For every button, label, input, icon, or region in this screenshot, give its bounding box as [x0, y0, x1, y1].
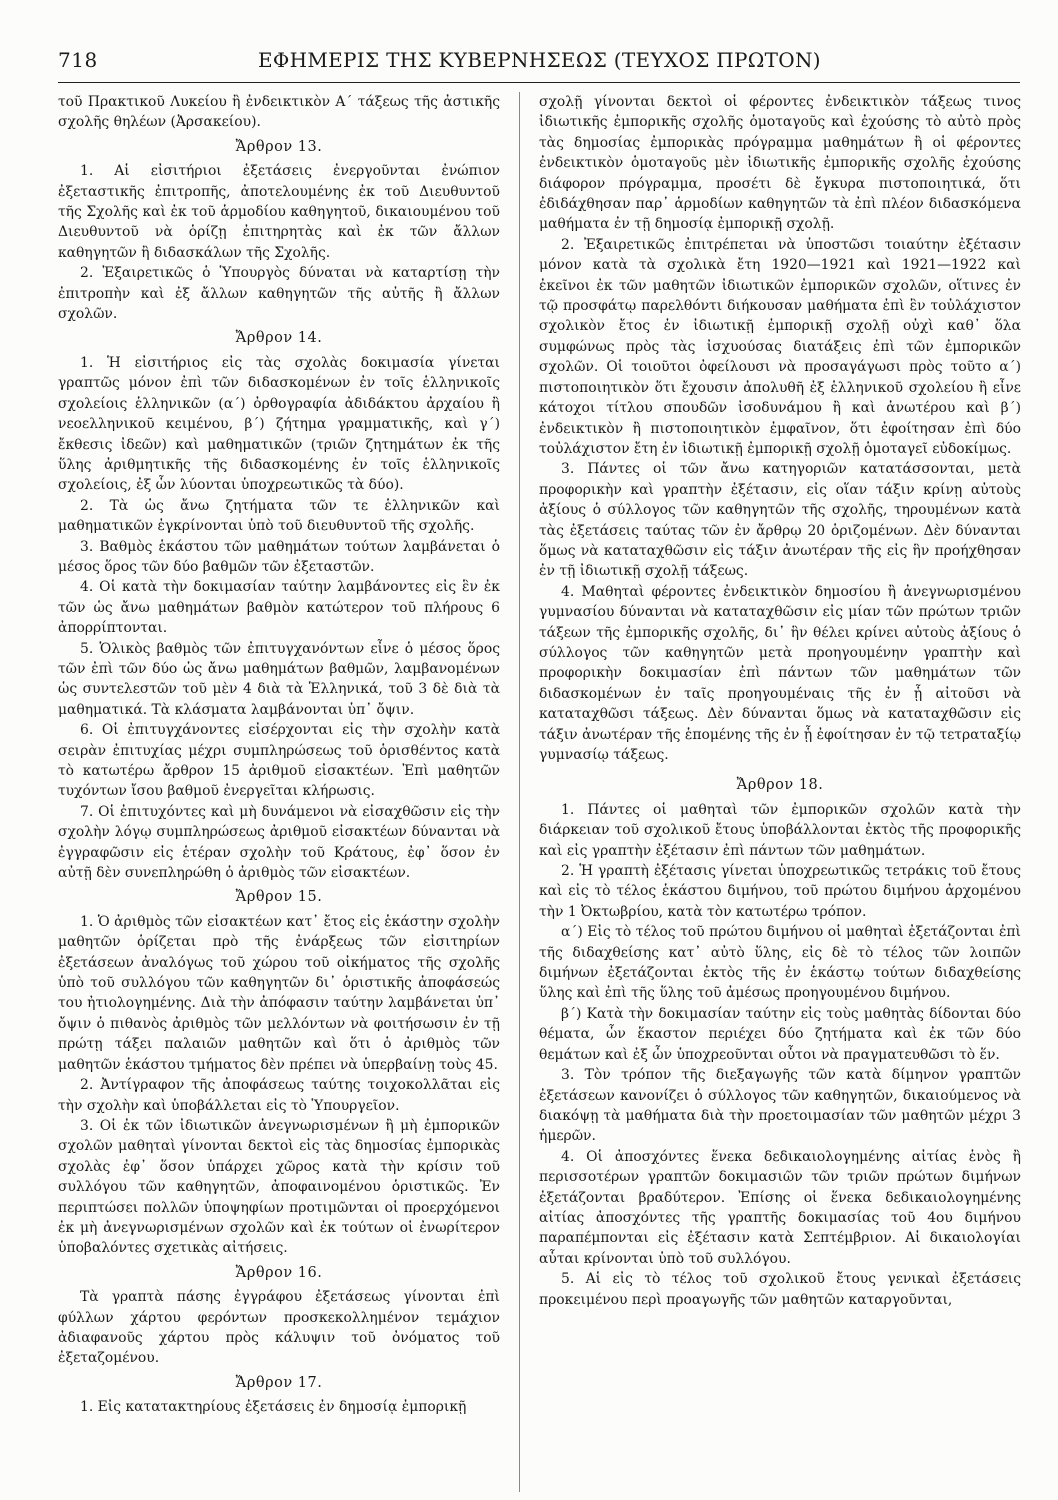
paragraph: 4. Οἱ ἀποσχόντες ἕνεκα δεδικαιολογημένης αἰτίας ἑνὸς ἢ περισσοτέρων γραπτῶν δοκιμασιῶν τῶν τριῶν πρώτων διμήνων ἐξετάζονται βραδύτερον. Ἐπίσης οἱ ἕνεκα δεδικαιολογημένης αἰτίας ἀποσχόντες τῆς γραπτῆς δοκιμασίας τοῦ 4ου διμήνου παραπέμπονται εἰς ἐξέτασιν κατὰ Σεπτέμβριον. Αἱ δικαιολογίαι αὗται κρίνονται ὑπὸ τοῦ συλλόγου. [539, 1148, 1021, 1267]
article-heading-14: Ἄρθρον 14. [235, 330, 323, 347]
spacer [539, 765, 1021, 771]
paragraph: 2. Ἀντίγραφον τῆς ἀποφάσεως ταύτης τοιχοκολλᾶται εἰς τὴν σχολὴν καὶ ὑποβάλλεται εἰς τὸ Ὑπουργεῖον. [58, 1077, 500, 1114]
gazette-title: ΕΦΗΜΕΡΙΣ ΤΗΣ ΚΥΒΕΡΝΗΣΕΩΣ (ΤΕΥΧΟΣ ΠΡΩΤΟΝ) [258, 48, 821, 72]
article-heading-15: Ἄρθρον 15. [235, 889, 323, 906]
paragraph: 3. Πάντες οἱ τῶν ἄνω κατηγοριῶν κατατάσσονται, μετὰ προφορικὴν καὶ γραπτὴν ἐξέτασιν, εἰς οἵαν τάξιν κρίνῃ αὐτοὺς ἀξίους ὁ σύλλογος τῶν καθηγητῶν τῆς σχολῆς, τηρουμένων κατὰ τὰς ἐξετάσεις ταύτας τῶν ἐν ἄρθρῳ 20 ὁριζομένων. Δὲν δύνανται ὅμως νὰ καταταχθῶσιν εἰς τάξιν ἀνωτέραν τῆς εἰς ἣν προήχθησαν ἐν τῇ ἰδιωτικῇ σχολῇ τάξεως. [539, 461, 1021, 580]
paragraph: 2. Ἐξαιρετικῶς ὁ Ὑπουργὸς δύναται νὰ καταρτίσῃ τὴν ἐπιτροπὴν καὶ ἐξ ἄλλων καθηγητῶν τῆς αὐτῆς ἢ ἄλλων σχολῶν. [58, 265, 500, 323]
article-heading-17: Ἄρθρον 17. [235, 1374, 323, 1391]
paragraph: 1. Πάντες οἱ μαθηταὶ τῶν ἐμπορικῶν σχολῶν κατὰ τὴν διάρκειαν τοῦ σχολικοῦ ἔτους ὑποβάλλονται ἐκτὸς τῆς προφορικῆς καὶ εἰς γραπτὴν ἐξέτασιν ἐπὶ πάντων τῶν μαθημάτων. [539, 801, 1021, 859]
column-divider [519, 92, 520, 1492]
paragraph: 2. Ἡ γραπτὴ ἐξέτασις γίνεται ὑποχρεωτικῶς τετράκις τοῦ ἔτους καὶ εἰς τὸ τέλος ἑκάστου διμήνου, τοῦ πρώτου διμήνου ἀρχομένου τὴν 1 Ὀκτωβρίου, κατὰ τὸν κατωτέρω τρόπον. [539, 863, 1021, 920]
paragraph: 1. Εἰς κατατακτηρίους ἐξετάσεις ἐν δημοσίᾳ ἐμπορικῇ [80, 1399, 467, 1416]
paragraph: 2. Ἐξαιρετικῶς ἐπιτρέπεται νὰ ὑποστῶσι τοιαύτην ἐξέτασιν μόνον κατὰ τὰ σχολικὰ ἔτη 1920—1921 καὶ 1921—1922 καὶ ἐκεῖνοι ἐκ τῶν μαθητῶν ἰδιωτικῶν ἐμπορικῶν σχολῶν, οἵτινες ἐν τῷ προσφάτῳ παρελθόντι διήκουσαν μαθήματα ἐπὶ ἓν τοὐλάχιστον σχολικὸν ἔτος ἐν ἰδιωτικῇ ἐμπορικῇ σχολῇ οὐχὶ καθ᾿ ὅλα συμφώνως πρὸς τὰς ἰσχυούσας διατάξεις ἐπὶ τῶν ἐμπορικῶν σχολῶν. Οἱ τοιοῦτοι ὀφείλουσι νὰ προσαγάγωσι πρὸς τοῦτο α΄) πιστοποιητικὸν ὅτι ἔχουσιν ἀπολυθῆ ἐξ ἑλληνικοῦ σχολείου ἢ εἶνε κάτοχοι τίτλου σπουδῶν ἰσοδυνάμου ἢ καὶ ἀνωτέρου καὶ β΄) ἐνδεικτικὸν ἢ πιστοποιητικὸν ἐμφαῖνον, ὅτι ἐφοίτησαν ἐπὶ δύο τοὐλάχιστον ἔτη ἐν ἰδιωτικῇ ἐμπορικῇ σχολῇ ὁμοταγεῖ εὐδοκίμως. [539, 236, 1021, 457]
article-heading-18: Ἄρθρον 18. [736, 777, 824, 794]
paragraph: 1. Ὁ ἀριθμὸς τῶν εἰσακτέων κατ᾿ ἔτος εἰς ἑκάστην σχολὴν μαθητῶν ὁρίζεται πρὸ τῆς ἐνάρξεως τῶν εἰσιτηρίων ἐξετάσεων ἀναλόγως τοῦ χώρου τοῦ οἰκήματος τῆς σχολῆς ὑπὸ τοῦ συλλόγου τῶν καθηγητῶν δι᾿ ὁριστικῆς ἀποφάσεώς του ἠτιολογημένης. Διὰ τὴν ἀπόφασιν ταύτην λαμβάνεται ὑπ᾿ ὄψιν ὁ πιθανὸς ἀριθμὸς τῶν μελλόντων νὰ φοιτήσωσιν ἐν τῇ πρώτῃ τάξει παλαιῶν μαθητῶν καὶ ὅτι ὁ ἀριθμὸς τῶν μαθητῶν ἑκάστου τμήματος δὲν πρέπει νὰ ὑπερβαίνῃ τοὺς 45. [58, 913, 500, 1073]
paragraph: 3. Οἱ ἐκ τῶν ἰδιωτικῶν ἀνεγνωρισμένων ἢ μὴ ἐμπορικῶν σχολῶν μαθηταὶ γίνονται δεκτοὶ εἰς τὰς δημοσίας ἐμπορικὰς σχολὰς ἐφ᾿ ὅσον ὑπάρχει χῶρος κατὰ τὴν κρίσιν τοῦ συλλόγου τῶν καθηγητῶν, ἀποφαινομένου ὁριστικῶς. Ἐν περιπτώσει πολλῶν ὑποψηφίων προτιμῶνται οἱ προερχόμενοι ἐκ μὴ ἀνεγνωρισμένων σχολῶν καὶ ἐκ τούτων οἱ ἐνωρίτερον ὑποβαλόντες σχετικὰς αἰτήσεις. [58, 1117, 500, 1257]
paragraph: 4. Οἱ κατὰ τὴν δοκιμασίαν ταύτην λαμβάνοντες εἰς ἓν ἐκ τῶν ὡς ἄνω μαθημάτων βαθμὸν κατώτερον τοῦ πλήρους 6 ἀπορρίπτονται. [58, 579, 500, 637]
paragraph: 3. Βαθμὸς ἑκάστου τῶν μαθημάτων τούτων λαμβάνεται ὁ μέσος ὅρος τῶν δύο βαθμῶν τῶν ἐξεταστῶν. [58, 538, 500, 575]
header-rule [58, 82, 1020, 83]
paragraph: Τὰ γραπτὰ πάσης ἐγγράφου ἐξετάσεως γίνονται ἐπὶ φύλλων χάρτου φερόντων προσκεκολλημένον τεμάχιον ἀδιαφανοῦς χάρτου πρὸς κάλυψιν τοῦ ὀνόματος τοῦ ἐξεταζομένου. [58, 1289, 500, 1367]
paragraph: 1. Ἡ εἰσιτήριος εἰς τὰς σχολὰς δοκιμασία γίνεται γραπτῶς μόνον ἐπὶ τῶν διδασκομένων ἐν τοῖς ἑλληνικοῖς σχολείοις ἑλληνικῶν (α΄) ὀρθογραφία ἀδιδάκτου ἀρχαίου ἢ νεοελληνικοῦ κειμένου, β΄) ζήτημα γραμματικῆς, καὶ γ΄) ἔκθεσις ἰδεῶν) καὶ μαθηματικῶν (τριῶν ζητημάτων ἐκ τῆς ὕλης ἀριθμητικῆς τῆς διδασκομένης ἐν τοῖς ἑλληνικοῖς σχολείοις, ἐξ ὧν λύονται ὑποχρεωτικῶς τὰ δύο). [58, 354, 500, 494]
paragraph: σχολῇ γίνονται δεκτοὶ οἱ φέροντες ἐνδεικτικὸν τάξεως τινος ἰδιωτικῆς ἐμπορικῆς σχολῆς ὁμοταγοῦς καὶ ἐχούσης τὸ αὐτὸ πρὸς τὰς δημοσίας ἐμπορικὰς πρόγραμμα μαθημάτων ἢ οἱ φέροντες ἐνδεικτικὸν ὁμοταγοῦς μὲν ἰδιωτικῆς ἐμπορικῆς σχολῆς ἐχούσης διάφορον πρόγραμμα, προσέτι δὲ ἔγκυρα πιστοποιητικά, ὅτι ἐδιδάχθησαν παρ᾿ ἁρμοδίων καθηγητῶν τὰ ἐπὶ πλέον διδασκόμενα μαθήματα ἐν τῇ δημοσίᾳ ἐμπορικῇ σχολῇ. [539, 94, 1021, 233]
paragraph: 5. Ὁλικὸς βαθμὸς τῶν ἐπιτυγχανόντων εἶνε ὁ μέσος ὅρος τῶν ἐπὶ τῶν δύο ὡς ἄνω μαθημάτων βαθμῶν, λαμβανομένων ὡς συντελεστῶν τοῦ μὲν 4 διὰ τὰ Ἑλληνικά, τοῦ 3 δὲ διὰ τὰ μαθηματικά. Τὰ κλάσματα λαμβάνονται ὑπ᾿ ὄψιν. [58, 640, 500, 718]
paragraph: 1. Αἱ εἰσιτήριοι ἐξετάσεις ἐνεργοῦνται ἐνώπιον ἐξεταστικῆς ἐπιτροπῆς, ἀποτελουμένης ἐκ τοῦ Διευθυντοῦ τῆς Σχολῆς καὶ ἐκ τοῦ ἁρμοδίου καθηγητοῦ, δικαιουμένου τοῦ Διευθυντοῦ νὰ ὁρίζῃ ἐπιτηρητὰς καὶ ἐκ τῶν ἄλλων καθηγητῶν ἢ διδασκάλων τῆς Σχολῆς. [58, 163, 500, 261]
paragraph: 3. Τὸν τρόπον τῆς διεξαγωγῆς τῶν κατὰ δίμηνον γραπτῶν ἐξετάσεων κανονίζει ὁ σύλλογος τῶν καθηγητῶν, δικαιούμενος νὰ διακόψῃ τὰ μαθήματα διὰ τὴν προετοιμασίαν τῶν μαθητῶν μέχρι 3 ἡμερῶν. [539, 1067, 1021, 1145]
right-column [539, 92, 1021, 1310]
paragraph: 2. Τὰ ὡς ἄνω ζητήματα τῶν τε ἑλληνικῶν καὶ μαθηματικῶν ἐγκρίνονται ὑπὸ τοῦ διευθυντοῦ τῆς σχολῆς. [58, 497, 500, 535]
paragraph: 6. Οἱ ἐπιτυγχάνοντες εἰσέρχονται εἰς τὴν σχολὴν κατὰ σειρὰν ἐπιτυχίας μέχρι συμπληρώσεως τοῦ ὁρισθέντος κατὰ τὸ κατωτέρω ἄρθρον 15 ἀριθμοῦ εἰσακτέων. Ἐπὶ μαθητῶν τυχόντων ἴσου βαθμοῦ ἐνεργεῖται κλήρωσις. [58, 722, 500, 800]
paragraph: 5. Αἱ εἰς τὸ τέλος τοῦ σχολικοῦ ἔτους γενικαὶ ἐξετάσεις προκειμένου περὶ προαγωγῆς τῶν μαθητῶν καταργοῦνται, [539, 1271, 1021, 1308]
paragraph: 4. Μαθηταὶ φέροντες ἐνδεικτικὸν δημοσίου ἢ ἀνεγνωρισμένου γυμνασίου δύνανται νὰ καταταχθῶσιν εἰς μίαν τῶν πρώτων τριῶν τάξεων τῆς ἐμπορικῆς σχολῆς, δι᾿ ἣν θέλει κρίνει αὐτοὺς ἀξίους ὁ σύλλογος τῶν καθηγητῶν μετὰ προηγουμένην γραπτὴν καὶ προφορικὴν δοκιμασίαν ἐπὶ πάντων τῶν μαθημάτων τῶν διδασκομένων ἐν ταῖς προηγουμέναις τῆς ἐν ᾗ αἰτοῦσι νὰ καταταχθῶσι τάξεως. Δὲν δύνανται ὅμως νὰ καταταχθῶσιν εἰς τάξιν ἀνωτέραν τῆς ἑπομένης τῆς ἐν ᾗ ἐφοίτησαν ἐν τῷ τετραταξίῳ γυμνασίῳ τάξεως. [539, 583, 1021, 763]
paragraph: β΄) Κατὰ τὴν δοκιμασίαν ταύτην εἰς τοὺς μαθητὰς δίδονται δύο θέματα, ὧν ἕκαστον περιέχει δύο ζητήματα καὶ ἐκ τῶν δύο θεμάτων καὶ ἐξ ὧν ὑποχρεοῦνται οὗτοι νὰ πραγματευθῶσι τὸ ἕν. [539, 1005, 1021, 1063]
paragraph: α΄) Εἰς τὸ τέλος τοῦ πρώτου διμήνου οἱ μαθηταὶ ἐξετάζονται ἐπὶ τῆς διδαχθείσης κατ᾿ αὐτὸ ὕλης, εἰς δὲ τὸ τέλος τῶν λοιπῶν διμήνων ἐξετάζονται ἐκτὸς τῆς ἐν ἑκάστῳ τούτων διδαχθείσης ὕλης καὶ ἐπὶ τῆς ὕλης τοῦ ἀμέσως προηγουμένου διμήνου. [539, 924, 1021, 1002]
left-column [58, 92, 500, 1418]
page-header [58, 44, 1020, 80]
page-number: 718 [58, 48, 98, 72]
article-heading-16: Ἄρθρον 16. [235, 1264, 323, 1281]
paragraph: 7. Οἱ ἐπιτυχόντες καὶ μὴ δυνάμενοι νὰ εἰσαχθῶσιν εἰς τὴν σχολὴν λόγῳ συμπληρώσεως ἀριθμοῦ εἰσακτέων δύνανται νὰ ἐγγραφῶσιν εἰς ἑτέραν σχολὴν τοῦ Κράτους, ἐφ᾿ ὅσον ἐν αὐτῇ δὲν συνεπληρώθη ὁ ἀριθμὸς τῶν εἰσακτέων. [58, 803, 500, 882]
article-heading-13: Ἄρθρον 13. [235, 138, 323, 155]
paragraph: τοῦ Πρακτικοῦ Λυκείου ἢ ἐνδεικτικὸν Α΄ τάξεως τῆς ἀστικῆς σχολῆς θηλέων (Ἀρσακείου). [58, 94, 500, 131]
